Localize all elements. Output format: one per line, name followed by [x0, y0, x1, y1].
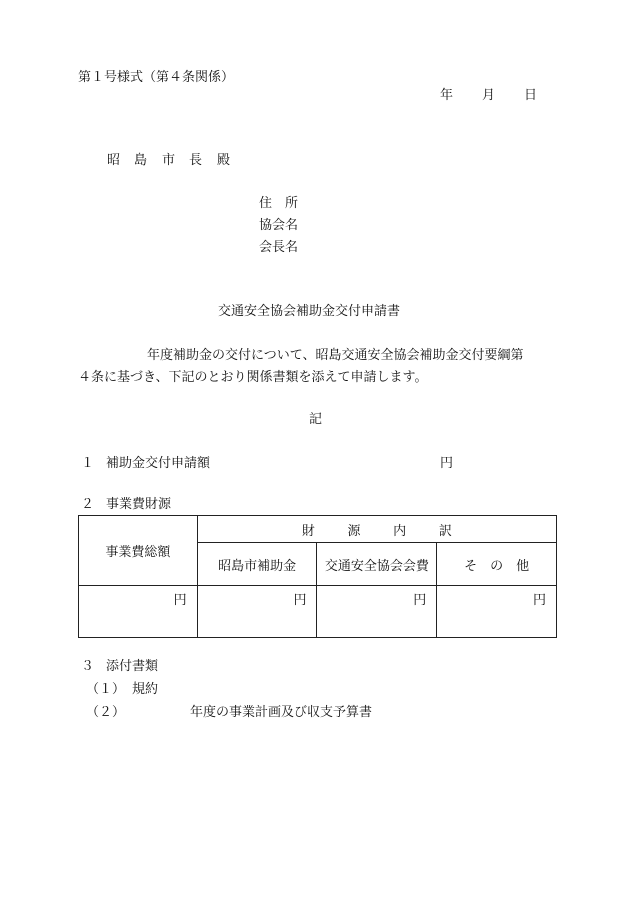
document-title: 交通安全協会補助金交付申請書	[218, 304, 401, 319]
sub-1-label: 規約	[132, 682, 159, 697]
addressee-char: 昭	[107, 153, 121, 168]
other-amount-cell: 円	[437, 586, 557, 638]
column-city-subsidy: 昭島市補助金	[197, 543, 317, 586]
total-header: 事業費総額	[105, 545, 171, 560]
addressee-char: 長	[189, 153, 203, 168]
total-amount-cell: 円	[79, 586, 198, 638]
city-subsidy-amount-cell: 円	[197, 586, 317, 638]
addressee-char: 島	[134, 153, 148, 168]
applicant-president-label: 会長名	[259, 240, 299, 255]
funding-source-table	[78, 515, 557, 638]
sub-2-label: 年度の事業計画及び収支予算書	[190, 705, 373, 720]
column-other: そ の 他	[437, 543, 557, 586]
column-association-fee: 交通安全協会会費	[317, 543, 437, 586]
breakdown-char: 内	[393, 523, 421, 539]
sub-2-number: （２）	[86, 705, 126, 720]
total-header-cell	[79, 516, 198, 586]
breakdown-header-cell	[197, 516, 556, 543]
date-month: 月	[482, 88, 496, 103]
association-fee-amount-cell: 円	[317, 586, 437, 638]
applicant-association-label: 協会名	[259, 218, 299, 233]
addressee-char: 市	[162, 153, 176, 168]
sub-1-number: （１）	[86, 682, 126, 697]
body-line-1: 年度補助金の交付について、昭島交通安全協会補助金交付要綱第	[147, 348, 524, 363]
ki-heading: 記	[309, 412, 323, 427]
item-2-number: ２	[81, 497, 95, 512]
applicant-address-label: 住 所	[259, 196, 299, 211]
addressee-char: 殿	[217, 153, 231, 168]
body-line-2: ４条に基づき、下記のとおり関係書類を添えて申請します。	[78, 370, 428, 385]
date-day: 日	[524, 88, 538, 103]
item-1-unit: 円	[440, 456, 454, 471]
form-number: 第１号様式（第４条関係）	[78, 70, 235, 85]
item-1-number: １	[81, 456, 95, 471]
item-3-number: ３	[81, 659, 95, 674]
breakdown-char: 訳	[438, 523, 452, 539]
item-3-label: 添付書類	[106, 659, 159, 674]
breakdown-char: 財	[301, 523, 330, 539]
item-2-label: 事業費財源	[106, 497, 172, 512]
breakdown-char: 源	[347, 523, 375, 539]
item-1-label: 補助金交付申請額	[106, 456, 211, 471]
date-year: 年	[440, 88, 454, 103]
